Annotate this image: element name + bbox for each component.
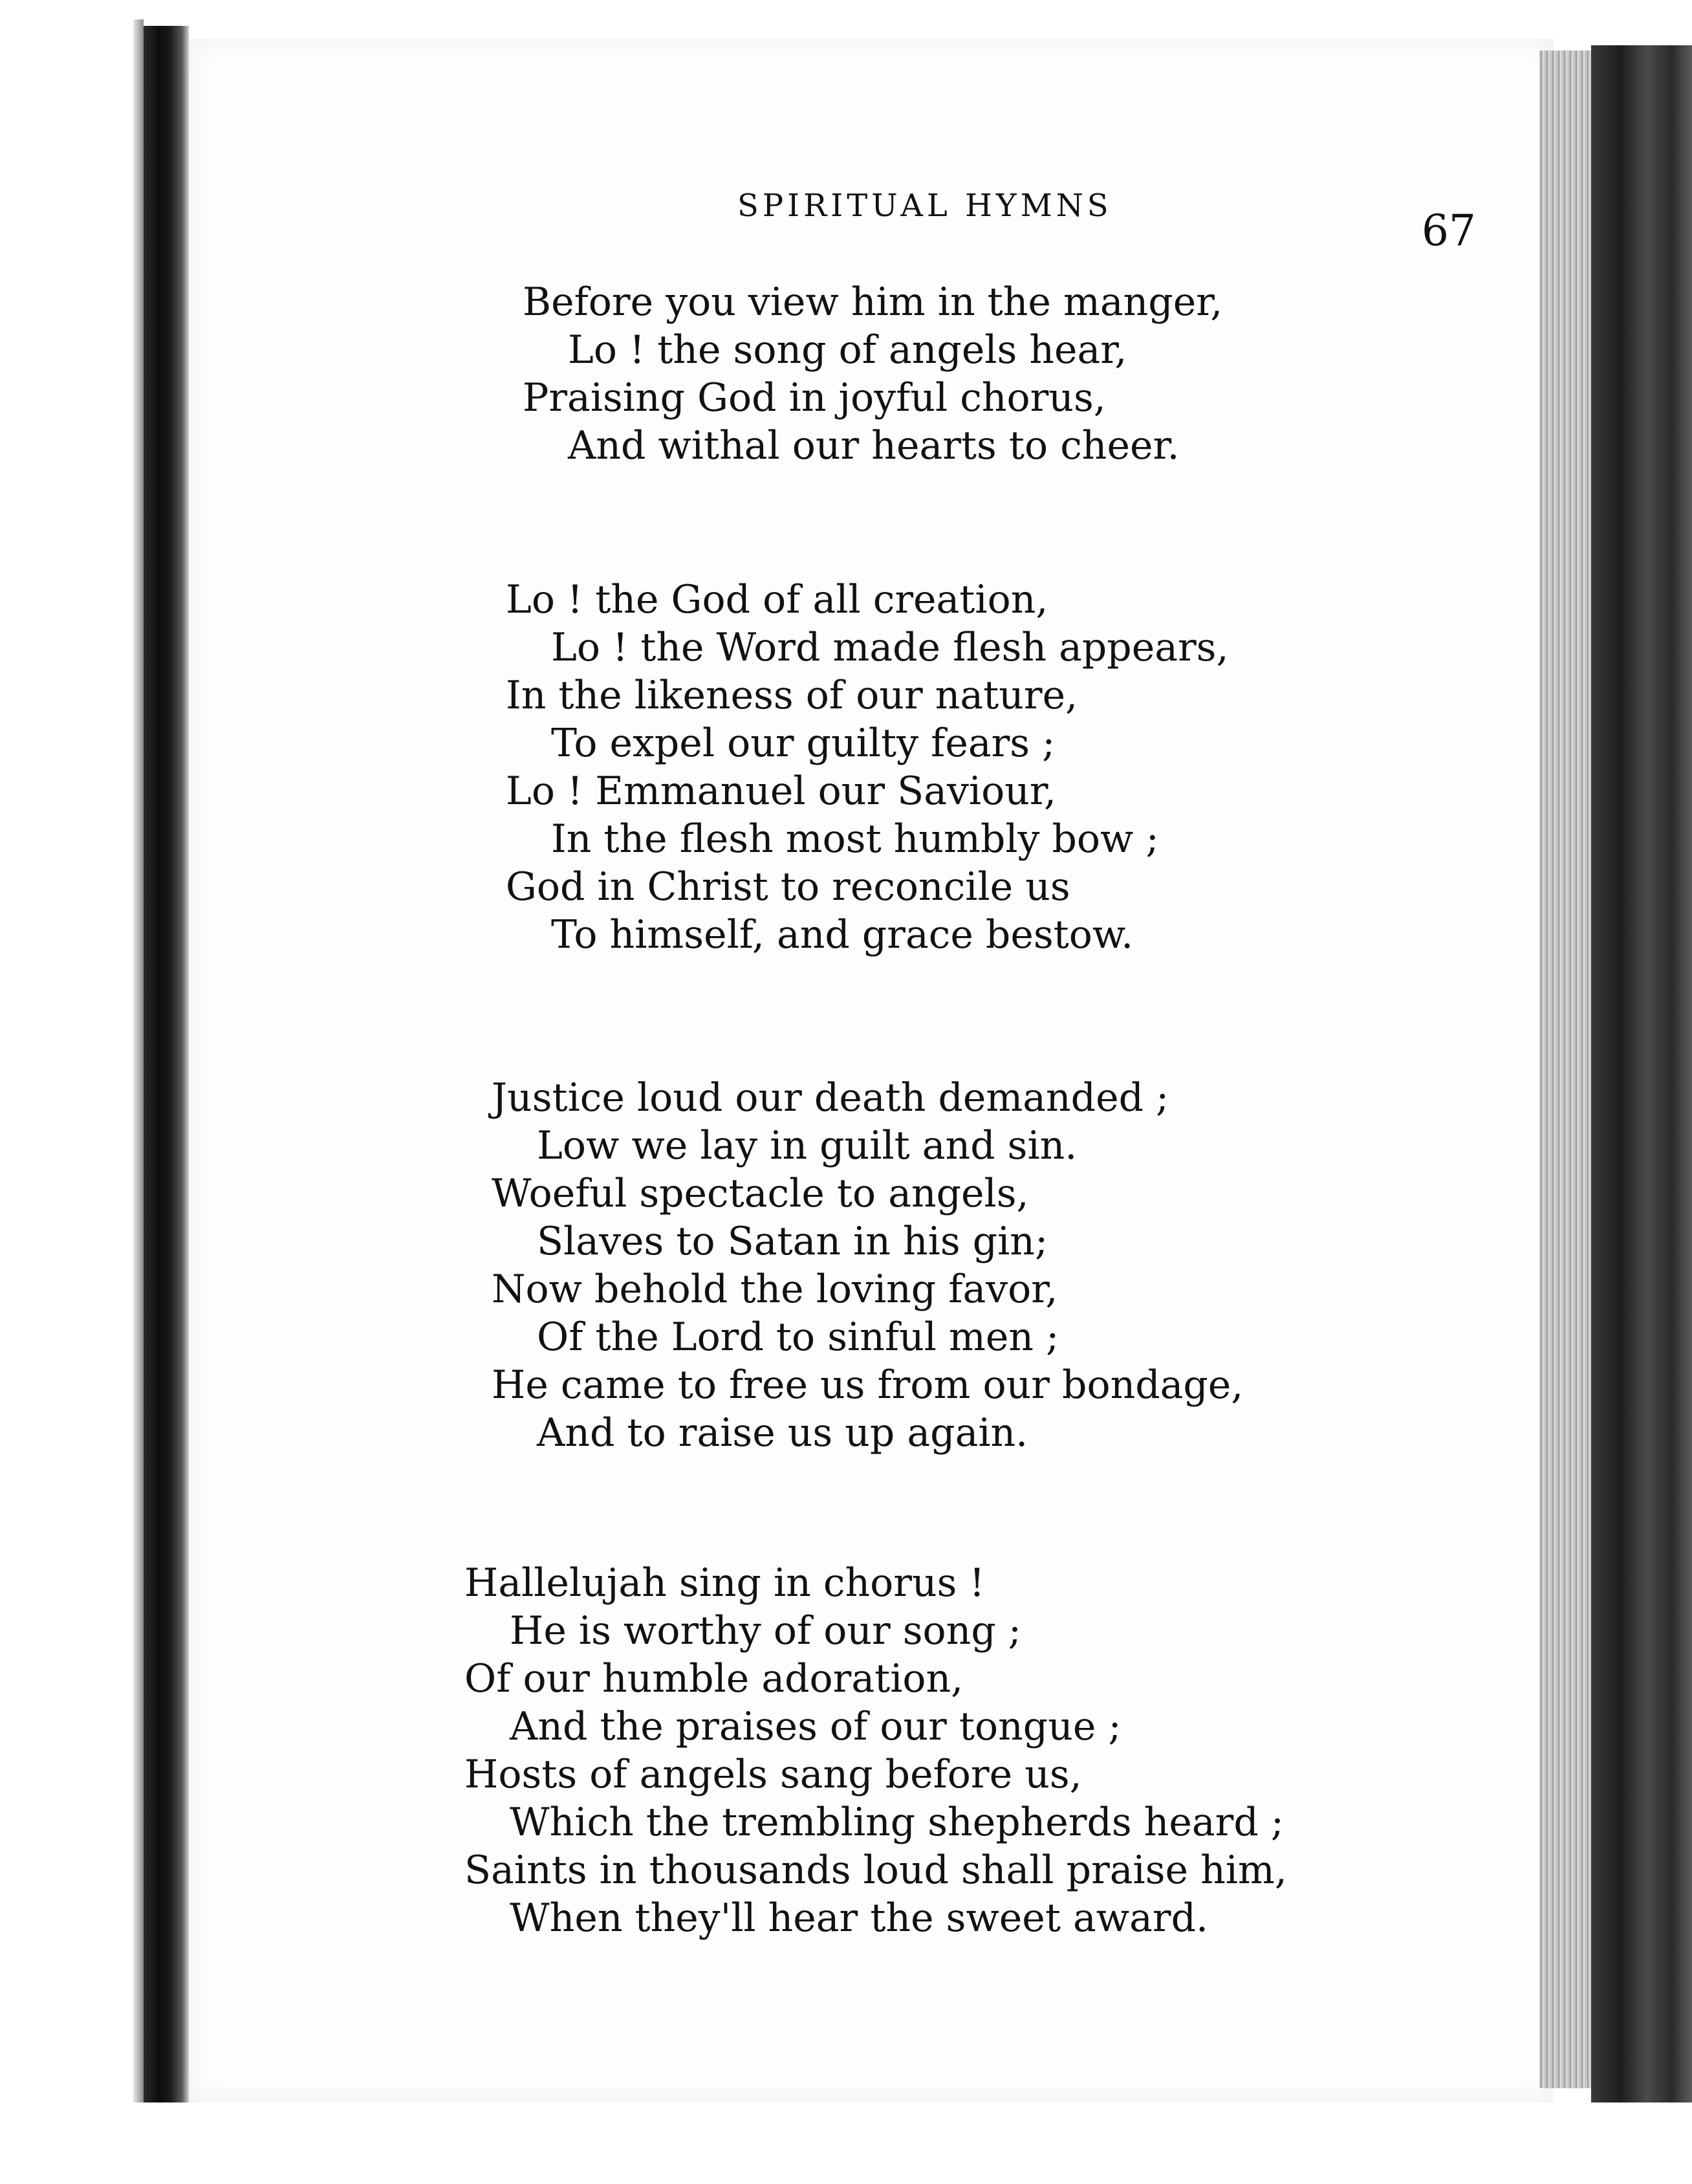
- verse-line: Lo ! the Word made flesh appears,: [551, 625, 1229, 670]
- verse-line: God in Christ to reconcile us: [506, 864, 1070, 910]
- verse-line: Lo ! the song of angels hear,: [568, 327, 1127, 373]
- verse-line: Hallelujah sing in chorus !: [464, 1560, 985, 1606]
- verse-line: Lo ! Emmanuel our Saviour,: [506, 769, 1057, 814]
- left-page-edge: [133, 19, 144, 2109]
- verse-line: Of our humble adoration,: [464, 1656, 964, 1701]
- verse-line: When they'll hear the sweet award.: [510, 1895, 1209, 1941]
- verse-line: Praising God in joyful chorus,: [523, 375, 1106, 420]
- stanza: [506, 576, 1229, 959]
- verse-line: Which the trembling shepherds heard ;: [510, 1800, 1285, 1845]
- verse-line: Slaves to Satan in his gin;: [537, 1219, 1048, 1264]
- verse-line: Low we lay in guilt and sin.: [537, 1123, 1078, 1168]
- verse-line: He came to free us from our bondage,: [492, 1362, 1244, 1408]
- verse-line: In the flesh most humbly bow ;: [551, 816, 1159, 862]
- stanza: [492, 1074, 1243, 1457]
- verse-line: And withal our hearts to cheer.: [568, 423, 1180, 468]
- verse-line: Saints in thousands loud shall praise him,: [464, 1848, 1287, 1893]
- page-number: 67: [1422, 206, 1476, 256]
- verse-line: To expel our guilty fears ;: [551, 721, 1056, 766]
- verse-line: Woeful spectacle to angels,: [492, 1171, 1029, 1216]
- scan-margin: [0, 2102, 1692, 2184]
- verse-line: In the likeness of our nature,: [506, 673, 1078, 718]
- stanza: [523, 278, 1222, 470]
- verse-line: And the praises of our tongue ;: [510, 1704, 1122, 1749]
- book-gutter: [144, 26, 189, 2102]
- verse-line: And to raise us up again.: [537, 1410, 1028, 1456]
- verse-line: Before you view him in the manger,: [523, 279, 1223, 325]
- verse-line: Lo ! the God of all creation,: [506, 577, 1048, 622]
- verse-line: Of the Lord to sinful men ;: [537, 1315, 1059, 1360]
- verse-line: Hosts of angels sang before us,: [464, 1752, 1082, 1797]
- verse-line: He is worthy of our song ;: [510, 1608, 1022, 1654]
- book-cover-edge: [1591, 45, 1692, 2148]
- verse-line: To himself, and grace bestow.: [551, 912, 1134, 957]
- page-block-edges: [1539, 50, 1591, 2088]
- running-head: SPIRITUAL HYMNS: [737, 188, 1112, 224]
- verse-line: Now behold the loving favor,: [492, 1267, 1058, 1312]
- verse-line: Justice loud our death demanded ;: [492, 1075, 1169, 1120]
- stanza: [464, 1559, 1287, 1942]
